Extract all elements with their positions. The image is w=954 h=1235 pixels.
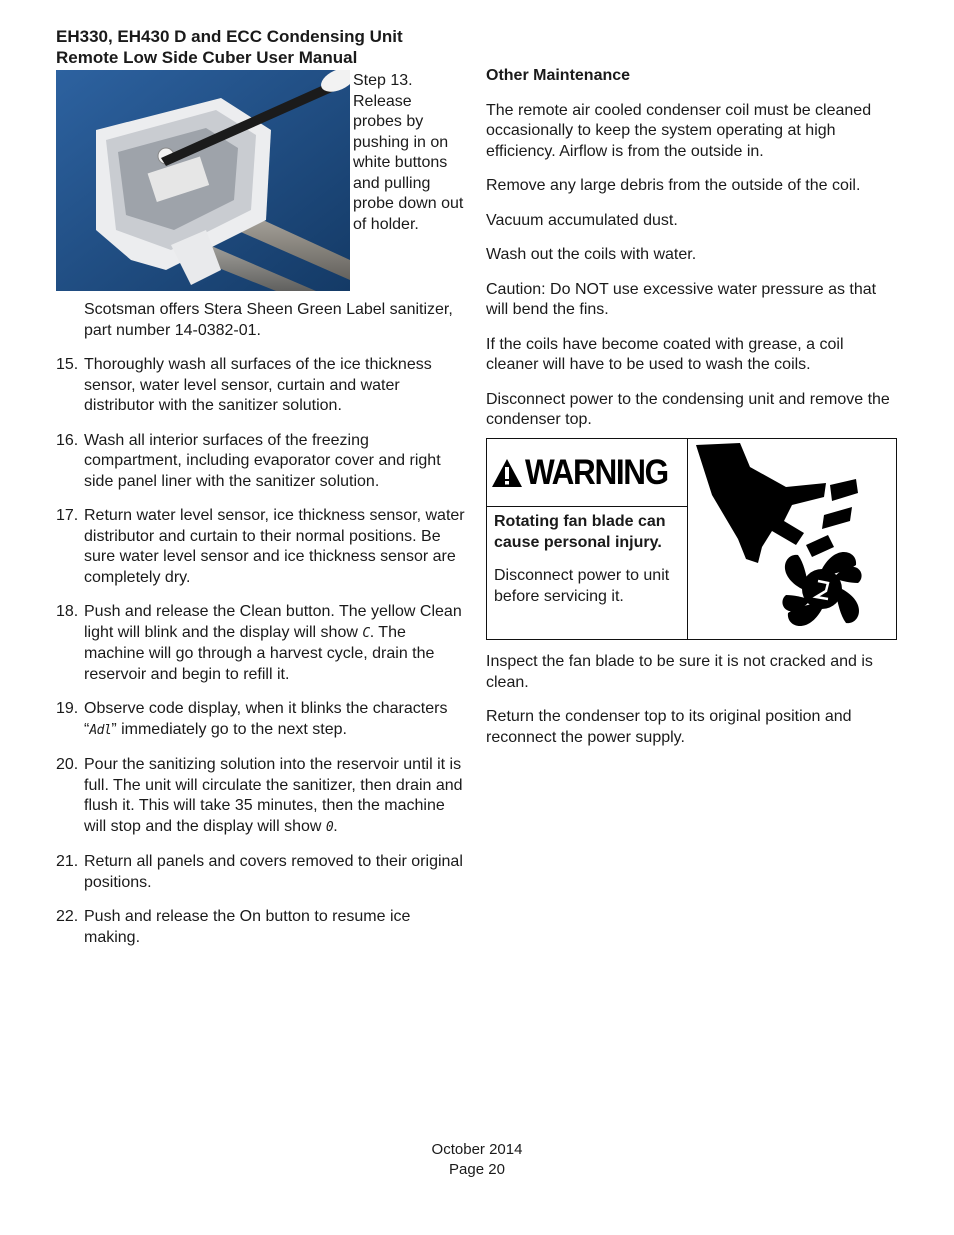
step-16 [56, 431, 470, 493]
step-text: Thoroughly wash all surfaces of the ice thickness sensor, water level sensor, curtain and water distributor with the sanitizer solution. [84, 356, 432, 414]
display-code: Adl [89, 722, 112, 738]
step-text: Push and release the Clean button. The yellow Clean light will blink and the display will show [84, 603, 462, 641]
footer-date: October 2014 [431, 1141, 523, 1158]
sanitizer-note: Scotsman offers Stera Sheen Green Label sanitizer, part number 14-0382-01. [84, 301, 453, 339]
step-number: 16. [56, 431, 79, 449]
step-number: 20. [56, 756, 79, 773]
warning-title [487, 439, 687, 507]
photo-caption: Step 13. Release probes by pushing in on white buttons and pulling probe down out of holder. [353, 72, 464, 233]
step-19 [56, 699, 470, 741]
step-15 [56, 355, 470, 417]
probe-holder-photo [56, 70, 350, 291]
warning-word: WARNING [524, 452, 668, 492]
reassembly-paragraph: Return the condenser top to its original position and reconnect the power supply. [486, 708, 852, 746]
header-line-1: EH330, EH430 D and ECC Condensing Unit [56, 27, 403, 46]
step-21 [56, 852, 470, 893]
step-text-cont: . [333, 817, 338, 835]
maintenance-paragraph: Vacuum accumulated dust. [486, 211, 678, 229]
fan-blade-hand-icon [688, 439, 896, 638]
maintenance-paragraph: Remove any large debris from the outside of the coil. [486, 177, 861, 194]
page-footer [0, 1140, 954, 1179]
step-text: Observe code display, when it blinks the characters “ [84, 700, 448, 738]
maintenance-paragraph: The remote air cooled condenser coil must be cleaned occasionally to keep the system operating at high efficiency. Airflow is from the outside in. [486, 101, 872, 160]
display-code: 0 [325, 819, 334, 835]
page-number: Page 20 [449, 1160, 505, 1178]
maintenance-paragraph: Wash out the coils with water. [486, 246, 697, 263]
caution-paragraph: Caution: Do NOT use excessive water pressure as that will bend the fins. [486, 280, 877, 318]
step-number: 19. [56, 700, 79, 717]
step-text: Pour the sanitizing solution into the reservoir until it is full. The unit will circulate the sanitizer, then drain and flush it. This will take 35 minutes, then the machine will stop and the display will show [84, 756, 463, 835]
left-column [56, 300, 470, 962]
right-column [486, 66, 898, 445]
warning-triangle-icon [491, 458, 523, 488]
step-number: 22. [56, 908, 79, 925]
inspection-paragraph: Inspect the fan blade to be sure it is not cracked and is clean. [486, 653, 873, 691]
warning-pictogram-panel [688, 439, 896, 639]
step-20 [56, 755, 470, 838]
warning-body [487, 507, 687, 607]
instruction-steps [56, 355, 470, 948]
step-number: 18. [56, 603, 79, 620]
document-header [56, 26, 456, 68]
section-heading: Other Maintenance [486, 67, 631, 84]
step-number: 15. [56, 356, 79, 373]
maintenance-paragraph: If the coils have become coated with grease, a coil cleaner will have to be used to wash the coils. [486, 335, 844, 373]
step-number: 17. [56, 507, 79, 524]
right-column-continued [486, 652, 898, 762]
step-22 [56, 907, 470, 948]
warning-instruction: Disconnect power to unit before servicing it. [494, 567, 670, 605]
warning-text-panel [487, 439, 688, 639]
warning-box [486, 438, 897, 640]
warning-hazard: Rotating fan blade can cause personal injury. [494, 513, 666, 551]
step-text-cont: . The machine will go through a harvest cycle, drain the reservoir and begin to refill it. [84, 623, 435, 683]
header-line-2: Remote Low Side Cuber User Manual [56, 48, 358, 67]
maintenance-paragraph: Disconnect power to the condensing unit and remove the condenser top. [486, 390, 890, 428]
step-text: Wash all interior surfaces of the freezing compartment, including evaporator cover and right side panel liner with the sanitizer solution. [84, 431, 441, 490]
step-text-cont: ” immediately go to the next step. [111, 720, 347, 738]
step-text: Push and release the On button to resume ice making. [84, 908, 411, 946]
step-17 [56, 506, 470, 588]
step-text: Return water level sensor, ice thickness sensor, water distributor and curtain to their normal positions. Be sure water level sensor and ice thickness sensor are completely dry. [84, 507, 465, 586]
step-18 [56, 602, 470, 685]
step-number: 21. [56, 853, 79, 870]
display-code: C [362, 625, 370, 641]
step-text: Return all panels and covers removed to their original positions. [84, 853, 463, 891]
probe-holder-illustration [56, 70, 350, 291]
